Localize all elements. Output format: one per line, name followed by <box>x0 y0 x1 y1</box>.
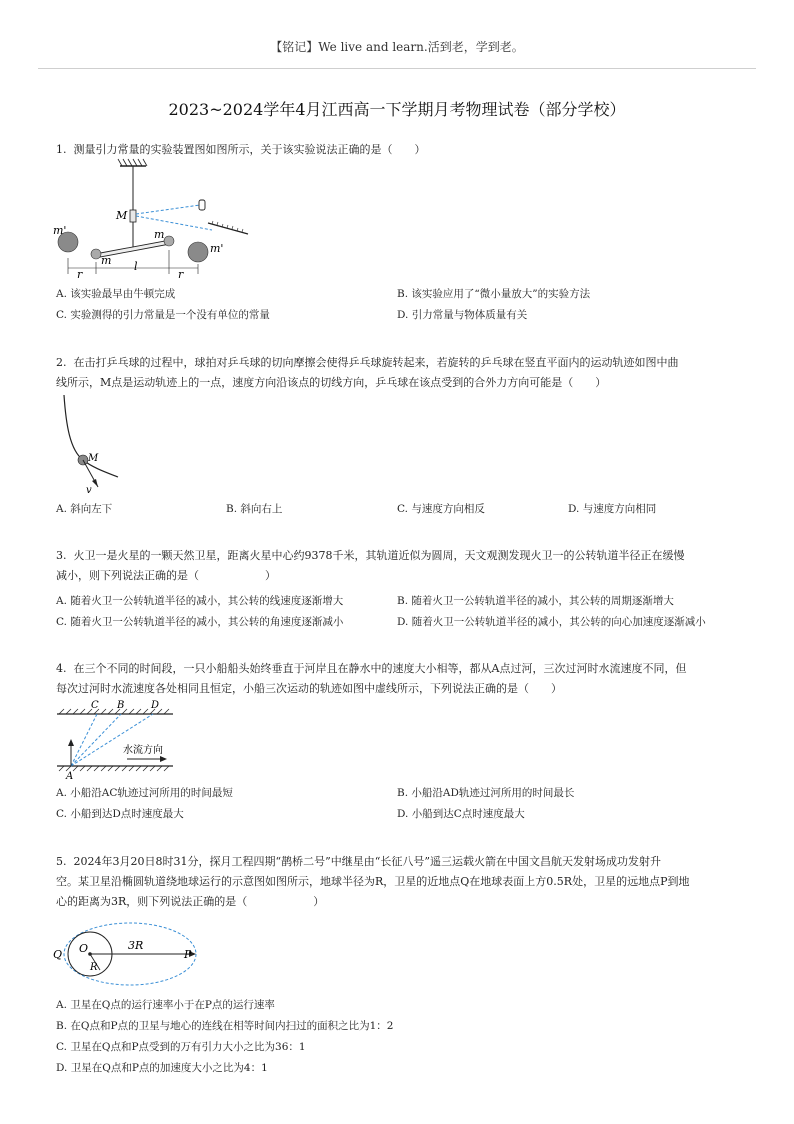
label-M: M <box>88 453 99 464</box>
question-number: 3. <box>56 549 67 562</box>
question-stem-line-1: 在击打乒乓球的过程中，球拍对乒乓球的切向摩擦会使得乒乓球旋转起来，若旋转的乒乓球在竖直平面内的运动轨迹如图中曲 <box>73 356 679 369</box>
option-a[interactable]: A. 小船沿AC轨迹过河所用的时间最短 <box>56 787 233 799</box>
label-P: P <box>184 948 192 961</box>
question-number: 1. <box>56 143 67 156</box>
option-d[interactable]: D. 卫星在Q点和P点的加速度大小之比为4：1 <box>56 1062 268 1074</box>
question-stem-line-1: 在三个不同的时间段，一只小船船头始终垂直于河岸且在静水中的速度大小相等，都从A点过河，三次过河时水流速度不同，但 <box>73 662 687 675</box>
question-stem-line-1: 火卫一是火星的一颗天然卫星，距离火星中心约9378千米，其轨道近似为圆周，天文观测发现火卫一的公转轨道半径正在缓慢 <box>73 549 685 562</box>
option-b[interactable]: B. 该实验应用了“微小量放大”的实验方法 <box>397 288 591 300</box>
question-1 <box>56 140 426 160</box>
question-number: 4. <box>56 662 67 675</box>
question-stem-line-2: 减小，则下列说法正确的是（ ） <box>56 569 276 582</box>
question-stem: 测量引力常量的实验装置图如图所示，关于该实验说法正确的是（ ） <box>73 143 426 156</box>
label-Q: Q <box>53 948 63 961</box>
label-m-prime-left: m' <box>53 224 67 237</box>
label-C: C <box>91 700 99 711</box>
header-motto: 【铭记】We live and learn.活到老，学到老。 <box>270 40 524 54</box>
label-A: A <box>66 771 74 780</box>
question-2 <box>56 353 746 393</box>
question-number: 2. <box>56 356 67 369</box>
label-m-prime-right: m' <box>210 242 224 255</box>
option-c[interactable]: C. 与速度方向相反 <box>397 503 485 515</box>
label-r-right: r <box>178 268 184 281</box>
option-c[interactable]: C. 实验测得的引力常量是一个没有单位的常量 <box>56 309 270 321</box>
question-4 <box>56 659 746 699</box>
question-stem-line-2: 空。某卫星沿椭圆轨道绕地球运行的示意图如图所示，地球半径为R，卫星的近地点Q在地球表面上方0.5R处，卫星的远地点P到地 <box>56 875 690 888</box>
question-5 <box>56 852 746 912</box>
label-M: M <box>116 209 128 222</box>
option-b[interactable]: B. 小船沿AD轨迹过河所用的时间最长 <box>397 787 575 799</box>
label-B: B <box>117 700 125 711</box>
label-water-flow: 水流方向 <box>123 745 163 756</box>
option-d[interactable]: D. 引力常量与物体质量有关 <box>397 309 528 321</box>
torsion-balance-figure <box>50 158 290 283</box>
option-a[interactable]: A. 随着火卫一公转轨道半径的减小，其公转的线速度逐渐增大 <box>56 595 344 607</box>
option-b[interactable]: B. 斜向右上 <box>226 503 283 515</box>
question-stem-line-1: 2024年3月20日8时31分，探月工程四期“鹊桥二号”中继星由“长征八号”遥三运载火箭在中国文昌航天发射场成功发射升 <box>73 855 661 868</box>
label-D: D <box>151 700 160 711</box>
option-b[interactable]: B. 在Q点和P点的卫星与地心的连线在相等时间内扫过的面积之比为1：2 <box>56 1020 394 1032</box>
elliptical-orbit-figure <box>50 920 210 992</box>
question-3 <box>56 546 746 586</box>
option-a[interactable]: A. 卫星在Q点的运行速率小于在P点的运行速率 <box>56 999 275 1011</box>
river-crossing-figure <box>55 698 175 780</box>
page-title: 2023~2024学年4月江西高一下学期月考物理试卷（部分学校） <box>168 100 626 119</box>
option-d[interactable]: D. 小船到达C点时速度最大 <box>397 808 525 820</box>
option-a[interactable]: A. 斜向左下 <box>56 503 113 515</box>
question-stem-line-2: 线所示，M点是运动轨迹上的一点，速度方向沿该点的切线方向，乒乓球在该点受到的合外力方向可能是（ ） <box>56 376 607 389</box>
option-c[interactable]: C. 小船到达D点时速度最大 <box>56 808 184 820</box>
label-3R: 3R <box>128 939 144 952</box>
option-c[interactable]: C. 卫星在Q点和P点受到的万有引力大小之比为36：1 <box>56 1041 306 1053</box>
option-d[interactable]: D. 与速度方向相同 <box>568 503 657 515</box>
question-stem-line-3: 心的距离为3R，则下列说法正确的是（ ） <box>56 895 325 908</box>
label-R: R <box>90 962 98 973</box>
label-r-left: r <box>77 268 83 281</box>
question-stem-line-2: 每次过河时水流速度各处相同且恒定，小船三次运动的轨迹如图中虚线所示，下列说法正确的是（ ） <box>56 682 562 695</box>
label-m-left: m <box>101 254 112 267</box>
option-b[interactable]: B. 随着火卫一公转轨道半径的减小，其公转的周期逐渐增大 <box>397 595 674 607</box>
option-c[interactable]: C. 随着火卫一公转轨道半径的减小，其公转的角速度逐渐减小 <box>56 616 344 628</box>
label-O: O <box>79 942 89 955</box>
trajectory-figure <box>58 395 138 495</box>
option-d[interactable]: D. 随着火卫一公转轨道半径的减小，其公转的向心加速度逐渐减小 <box>397 616 706 628</box>
label-l: l <box>134 260 138 273</box>
label-v: v <box>86 485 92 495</box>
label-m-right: m <box>154 228 165 241</box>
header-divider <box>38 68 756 69</box>
question-number: 5. <box>56 855 67 868</box>
option-a[interactable]: A. 该实验最早由牛顿完成 <box>56 288 176 300</box>
